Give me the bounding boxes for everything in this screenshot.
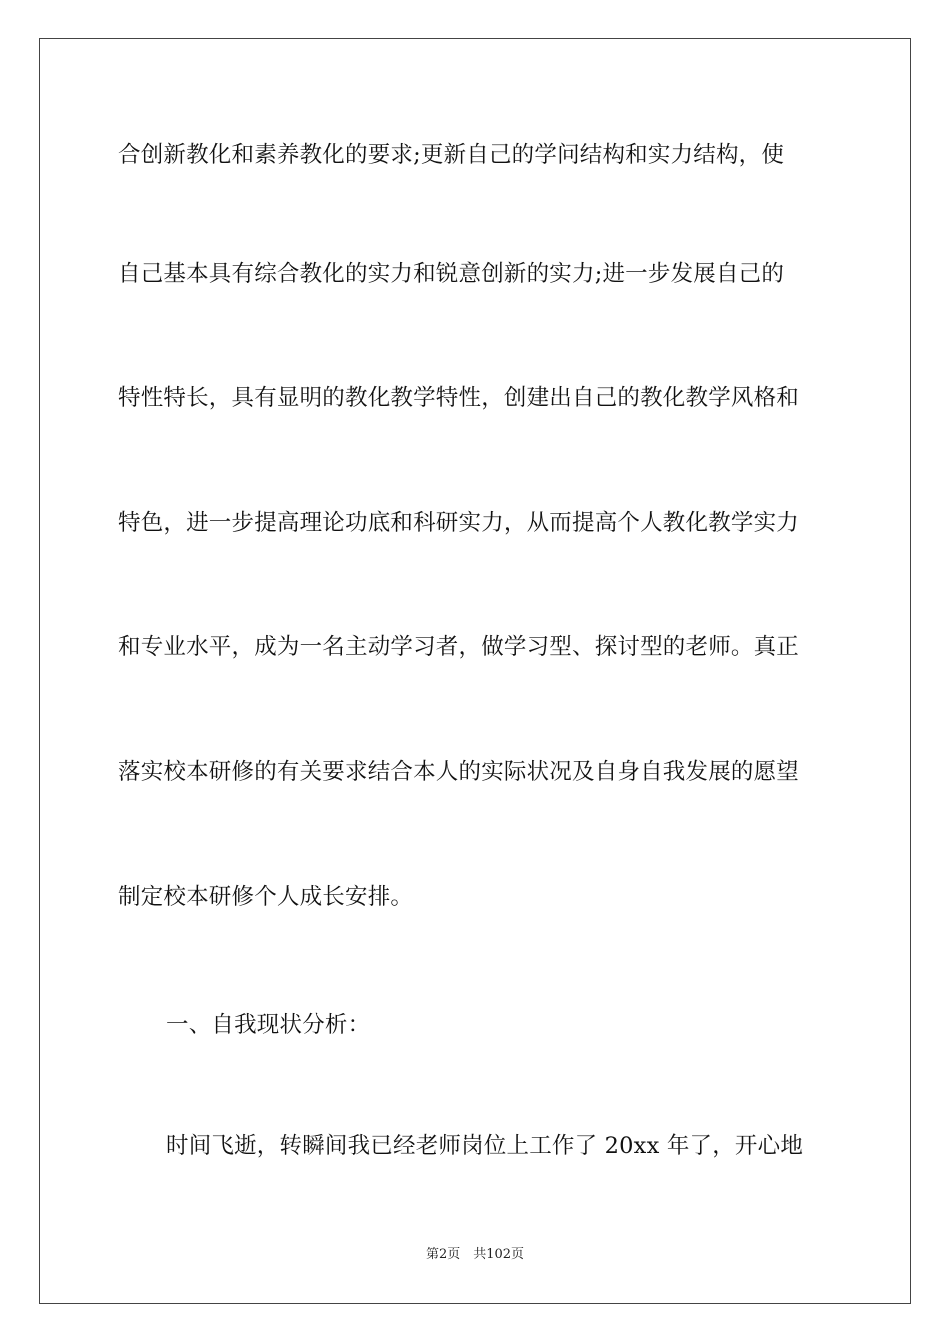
- body-text-line-7: 制定校本研修个人成长安排。: [118, 884, 414, 910]
- body-text-line-5: 和专业水平，成为一名主动学习者，做学习型、探讨型的老师。真正: [118, 634, 800, 660]
- body-text-line-2: 自己基本具有综合教化的实力和锐意创新的实力;进一步发展自己的: [118, 261, 785, 287]
- page-border: [39, 38, 911, 1304]
- page-number-footer: 第2页 共102页: [425, 1247, 525, 1262]
- section-paragraph-line: 时间飞逝，转瞬间我已经老师岗位上工作了 20xx 年了，开心地: [166, 1133, 804, 1159]
- body-text-line-3: 特性特长，具有显明的教化教学特性，创建出自己的教化教学风格和: [118, 385, 800, 411]
- body-text-line-4: 特色，进一步提高理论功底和科研实力，从而提高个人教化教学实力: [118, 510, 800, 536]
- section-heading: 一、自我现状分析：: [166, 1012, 371, 1038]
- body-text-line-6: 落实校本研修的有关要求结合本人的实际状况及自身自我发展的愿望: [118, 759, 800, 785]
- body-text-line-1: 合创新教化和素养教化的要求;更新自己的学问结构和实力结构，使: [118, 142, 785, 168]
